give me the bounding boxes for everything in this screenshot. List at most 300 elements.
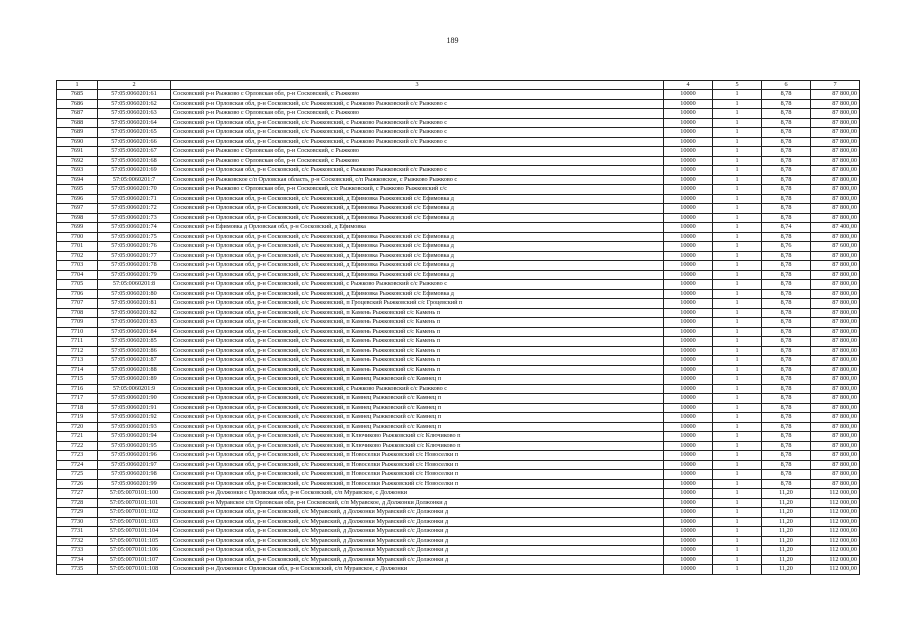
- cell-value: 87 800,00: [811, 441, 860, 451]
- cell-value: 87 800,00: [811, 403, 860, 413]
- cell-cadastral-number: 57:05:0060201:61: [98, 90, 171, 100]
- cell-rate: 11,20: [762, 508, 811, 518]
- cell-area: 10000: [664, 166, 713, 176]
- cell-row-number: 7725: [57, 470, 98, 480]
- cell-count: 1: [713, 337, 762, 347]
- cell-cadastral-number: 57:05:0060201:64: [98, 118, 171, 128]
- cell-rate: 8,78: [762, 194, 811, 204]
- table-row: [57, 375, 860, 385]
- cell-count: 1: [713, 565, 762, 575]
- cell-address: Сосковский р-н Ефимовка д Орловская обл, р-н Сосковский, д Ефимовка: [171, 223, 664, 233]
- cell-area: 10000: [664, 508, 713, 518]
- table-row: [57, 403, 860, 413]
- cell-value: 112 000,00: [811, 546, 860, 556]
- cell-count: 1: [713, 536, 762, 546]
- cell-address: Сосковский р-н Орловская обл, р-н Сосковский, с/с Рыжковский, п Новоселки Рыжковский с/с Новоселки п: [171, 451, 664, 461]
- cell-rate: 8,78: [762, 299, 811, 309]
- cell-row-number: 7719: [57, 413, 98, 423]
- cell-count: 1: [713, 489, 762, 499]
- cell-value: 87 400,00: [811, 223, 860, 233]
- cell-address: Сосковский р-н Рыжково с Орловская обл, р-н Сосковский, с Рыжково: [171, 147, 664, 157]
- cell-cadastral-number: 57:05:0060201:81: [98, 299, 171, 309]
- cell-rate: 8,78: [762, 251, 811, 261]
- cell-area: 10000: [664, 403, 713, 413]
- cell-row-number: 7732: [57, 536, 98, 546]
- cell-count: 1: [713, 432, 762, 442]
- cell-rate: 8,78: [762, 394, 811, 404]
- cell-address: Сосковский р-н Орловская обл, р-н Сосковский, с/с Рыжковский, п Камнец Рыжковский с/с Камнец п: [171, 413, 664, 423]
- cell-count: 1: [713, 508, 762, 518]
- cell-rate: 8,78: [762, 270, 811, 280]
- cell-value: 87 800,00: [811, 413, 860, 423]
- table-row: [57, 327, 860, 337]
- cell-value: 87 800,00: [811, 479, 860, 489]
- cell-rate: 8,78: [762, 441, 811, 451]
- cell-cadastral-number: 57:05:0060201:68: [98, 156, 171, 166]
- cell-address: Сосковский р-н Орловская обл, р-н Сосковский, с/с Рыжковский, п Камнец Рыжковский с/с Камнец п: [171, 394, 664, 404]
- cell-value: 87 800,00: [811, 280, 860, 290]
- cell-cadastral-number: 57:05:0060201:93: [98, 422, 171, 432]
- cell-value: 87 800,00: [811, 270, 860, 280]
- cell-cadastral-number: 57:05:0060201:89: [98, 375, 171, 385]
- cell-address: Сосковский р-н Орловская обл, р-н Сосковский, с/с Рыжковский, п Новоселки Рыжковский с/с Новоселки п: [171, 470, 664, 480]
- table-row: [57, 242, 860, 252]
- cell-count: 1: [713, 479, 762, 489]
- cell-row-number: 7723: [57, 451, 98, 461]
- table-row: [57, 185, 860, 195]
- cell-address: Сосковский р-н Орловская обл, р-н Сосковский, с/с Рыжковский, с Рыжково Рыжковский с/с Рыжково с: [171, 118, 664, 128]
- cell-rate: 8,78: [762, 479, 811, 489]
- cell-area: 10000: [664, 432, 713, 442]
- column-header: 2: [98, 81, 171, 90]
- cell-count: 1: [713, 147, 762, 157]
- cell-rate: 11,20: [762, 536, 811, 546]
- table-row: [57, 451, 860, 461]
- cell-row-number: 7729: [57, 508, 98, 518]
- table-row: [57, 517, 860, 527]
- cell-area: 10000: [664, 394, 713, 404]
- cell-cadastral-number: 57:05:0060201:65: [98, 128, 171, 138]
- cell-rate: 8,78: [762, 156, 811, 166]
- cell-rate: 8,78: [762, 175, 811, 185]
- cell-address: Сосковский р-н Орловская обл, р-н Сосковский, с/с Рыжковский, д Ефимовка Рыжковский с/с Ефимовка д: [171, 289, 664, 299]
- cell-row-number: 7700: [57, 232, 98, 242]
- cell-value: 87 800,00: [811, 460, 860, 470]
- cell-area: 10000: [664, 479, 713, 489]
- table-row: [57, 441, 860, 451]
- cell-rate: 11,20: [762, 527, 811, 537]
- cell-area: 10000: [664, 308, 713, 318]
- cell-cadastral-number: 57:05:0060201:72: [98, 204, 171, 214]
- cell-cadastral-number: 57:05:0060201:7: [98, 175, 171, 185]
- cell-row-number: 7724: [57, 460, 98, 470]
- cell-area: 10000: [664, 280, 713, 290]
- cell-count: 1: [713, 394, 762, 404]
- cell-row-number: 7727: [57, 489, 98, 499]
- cell-address: Сосковский р-н Орловская обл, р-н Сосковский, с/с Муравский, д Должонки Муравский с/с Должонки д: [171, 555, 664, 565]
- cell-count: 1: [713, 413, 762, 423]
- cell-value: 112 000,00: [811, 489, 860, 499]
- cell-area: 10000: [664, 185, 713, 195]
- cell-rate: 8,78: [762, 147, 811, 157]
- cell-address: Сосковский р-н Орловская обл, р-н Сосковский, с/с Рыжковский, п Камнец Рыжковский с/с Камнец п: [171, 375, 664, 385]
- cell-value: 87 800,00: [811, 318, 860, 328]
- cell-count: 1: [713, 498, 762, 508]
- cell-count: 1: [713, 242, 762, 252]
- cell-area: 10000: [664, 555, 713, 565]
- cell-address: Сосковский р-н Орловская обл, р-н Сосковский, с/с Рыжковский, п Новоселки Рыжковский с/с Новоселки п: [171, 460, 664, 470]
- column-header: 7: [811, 81, 860, 90]
- cell-rate: 8,78: [762, 204, 811, 214]
- cell-address: Сосковский р-н Орловская обл, р-н Сосковский, с/с Рыжковский, п Новоселки Рыжковский с/с Новоселки п: [171, 479, 664, 489]
- cell-value: 87 800,00: [811, 213, 860, 223]
- cell-count: 1: [713, 346, 762, 356]
- cell-area: 10000: [664, 346, 713, 356]
- table-row: [57, 99, 860, 109]
- cell-row-number: 7733: [57, 546, 98, 556]
- table-row: [57, 527, 860, 537]
- cell-rate: 11,20: [762, 555, 811, 565]
- cell-count: 1: [713, 422, 762, 432]
- cell-count: 1: [713, 308, 762, 318]
- cell-row-number: 7703: [57, 261, 98, 271]
- cell-value: 87 800,00: [811, 422, 860, 432]
- cell-cadastral-number: 57:05:0060201:97: [98, 460, 171, 470]
- cell-cadastral-number: 57:05:0060201:66: [98, 137, 171, 147]
- cell-value: 87 800,00: [811, 299, 860, 309]
- cell-value: 87 800,00: [811, 308, 860, 318]
- cell-cadastral-number: 57:05:0060201:63: [98, 109, 171, 119]
- cell-row-number: 7699: [57, 223, 98, 233]
- cell-count: 1: [713, 251, 762, 261]
- cell-row-number: 7698: [57, 213, 98, 223]
- cell-count: 1: [713, 109, 762, 119]
- cell-rate: 11,20: [762, 565, 811, 575]
- cell-rate: 8,78: [762, 403, 811, 413]
- cell-row-number: 7695: [57, 185, 98, 195]
- table-row: [57, 109, 860, 119]
- cell-count: 1: [713, 166, 762, 176]
- cell-address: Сосковский р-н Орловская обл, р-н Сосковский, с/с Рыжковский, п Камень Рыжковский с/с Камень п: [171, 365, 664, 375]
- cell-area: 10000: [664, 232, 713, 242]
- cell-row-number: 7730: [57, 517, 98, 527]
- cell-address: Сосковский р-н Орловская обл, р-н Сосковский, с/с Рыжковский, д Ефимовка Рыжковский с/с Ефимовка д: [171, 261, 664, 271]
- cell-row-number: 7713: [57, 356, 98, 366]
- cell-count: 1: [713, 175, 762, 185]
- cell-value: 87 800,00: [811, 470, 860, 480]
- cell-count: 1: [713, 356, 762, 366]
- cell-row-number: 7688: [57, 118, 98, 128]
- cell-address: Сосковский р-н Рыжково с Орловская обл, р-н Сосковский, с Рыжково: [171, 90, 664, 100]
- table-row: [57, 90, 860, 100]
- cell-count: 1: [713, 280, 762, 290]
- cell-cadastral-number: 57:05:0070101:107: [98, 555, 171, 565]
- cell-address: Сосковский р-н Орловская обл, р-н Сосковский, с/с Рыжковский, п Камнец Рыжковский с/с Камнец п: [171, 422, 664, 432]
- cell-count: 1: [713, 375, 762, 385]
- cell-cadastral-number: 57:05:0060201:62: [98, 99, 171, 109]
- cell-cadastral-number: 57:05:0060201:70: [98, 185, 171, 195]
- cell-area: 10000: [664, 517, 713, 527]
- cell-value: 87 800,00: [811, 346, 860, 356]
- cell-area: 10000: [664, 356, 713, 366]
- cell-cadastral-number: 57:05:0070101:106: [98, 546, 171, 556]
- cell-count: 1: [713, 546, 762, 556]
- cell-value: 87 800,00: [811, 109, 860, 119]
- cell-cadastral-number: 57:05:0060201:83: [98, 318, 171, 328]
- cell-rate: 8,78: [762, 337, 811, 347]
- cell-area: 10000: [664, 118, 713, 128]
- cell-address: Сосковский р-н Орловская обл, р-н Сосковский, с/с Рыжковский, д Ефимовка Рыжковский с/с Ефимовка д: [171, 242, 664, 252]
- cell-count: 1: [713, 460, 762, 470]
- cell-row-number: 7687: [57, 109, 98, 119]
- cell-address: Сосковский р-н Орловская обл, р-н Сосковский, с/с Рыжковский, с Рыжково Рыжковский с/с Рыжково с: [171, 128, 664, 138]
- cell-count: 1: [713, 555, 762, 565]
- cell-rate: 8,78: [762, 280, 811, 290]
- table-row: [57, 213, 860, 223]
- cell-value: 87 800,00: [811, 289, 860, 299]
- cell-rate: 8,78: [762, 185, 811, 195]
- cell-rate: 8,78: [762, 261, 811, 271]
- cell-rate: 8,78: [762, 137, 811, 147]
- cell-address: Сосковский р-н Орловская обл, р-н Сосковский, с/с Рыжковский, д Ефимовка Рыжковский с/с Ефимовка д: [171, 232, 664, 242]
- cell-area: 10000: [664, 261, 713, 271]
- cell-row-number: 7731: [57, 527, 98, 537]
- table-row: [57, 318, 860, 328]
- cell-address: Сосковский р-н Орловская обл, р-н Сосковский, с/с Рыжковский, д Ефимовка Рыжковский с/с Ефимовка д: [171, 194, 664, 204]
- cell-address: Сосковский р-н Муравское с/п Орловская обл, р-н Сосковский, с/п Муравское, д Должонки Должонки д: [171, 498, 664, 508]
- table-row: [57, 308, 860, 318]
- cell-rate: 8,78: [762, 232, 811, 242]
- cell-value: 87 800,00: [811, 375, 860, 385]
- table-row: [57, 204, 860, 214]
- cell-count: 1: [713, 156, 762, 166]
- cell-value: 87 800,00: [811, 261, 860, 271]
- table-row: [57, 394, 860, 404]
- cell-address: Сосковский р-н Орловская обл, р-н Сосковский, с/с Муравский, д Должонки Муравский с/с Должонки д: [171, 517, 664, 527]
- cell-area: 10000: [664, 384, 713, 394]
- cell-cadastral-number: 57:05:0060201:96: [98, 451, 171, 461]
- cell-area: 10000: [664, 470, 713, 480]
- cell-count: 1: [713, 194, 762, 204]
- cell-rate: 8,78: [762, 166, 811, 176]
- column-header: 3: [171, 81, 664, 90]
- cell-rate: 11,20: [762, 517, 811, 527]
- cell-address: Сосковский р-н Орловская обл, р-н Сосковский, с/с Рыжковский, с Рыжково Рыжковский с/с Рыжково с: [171, 137, 664, 147]
- cell-row-number: 7691: [57, 147, 98, 157]
- cell-value: 112 000,00: [811, 508, 860, 518]
- cell-count: 1: [713, 384, 762, 394]
- cell-rate: 8,78: [762, 318, 811, 328]
- column-header: 5: [713, 81, 762, 90]
- cell-value: 112 000,00: [811, 536, 860, 546]
- cell-area: 10000: [664, 223, 713, 233]
- cell-cadastral-number: 57:05:0070101:101: [98, 498, 171, 508]
- cell-rate: 8,78: [762, 470, 811, 480]
- cell-area: 10000: [664, 318, 713, 328]
- cell-count: 1: [713, 99, 762, 109]
- cell-cadastral-number: 57:05:0060201:79: [98, 270, 171, 280]
- cell-address: Сосковский р-н Орловская обл, р-н Сосковский, с/с Рыжковский, п Ключиково Рыжковский с/с Ключиково п: [171, 441, 664, 451]
- cell-count: 1: [713, 213, 762, 223]
- cell-count: 1: [713, 223, 762, 233]
- cell-rate: 8,78: [762, 346, 811, 356]
- cell-row-number: 7707: [57, 299, 98, 309]
- cell-cadastral-number: 57:05:0060201:98: [98, 470, 171, 480]
- cell-value: 87 800,00: [811, 137, 860, 147]
- cell-rate: 8,78: [762, 384, 811, 394]
- cell-count: 1: [713, 299, 762, 309]
- cell-count: 1: [713, 118, 762, 128]
- cell-value: 87 800,00: [811, 394, 860, 404]
- cell-address: Сосковский р-н Рыжково с Орловская обл, р-н Сосковский, с/с Рыжковский, с Рыжково Рыжковский с/с: [171, 185, 664, 195]
- cell-row-number: 7726: [57, 479, 98, 489]
- cell-rate: 8,78: [762, 451, 811, 461]
- cell-cadastral-number: 57:05:0070101:108: [98, 565, 171, 575]
- cell-cadastral-number: 57:05:0060201:77: [98, 251, 171, 261]
- cell-count: 1: [713, 451, 762, 461]
- cell-address: Сосковский р-н Орловская обл, р-н Сосковский, с/с Рыжковский, п Камень Рыжковский с/с Камень п: [171, 346, 664, 356]
- cell-cadastral-number: 57:05:0070101:104: [98, 527, 171, 537]
- cell-rate: 11,20: [762, 498, 811, 508]
- cell-cadastral-number: 57:05:0060201:87: [98, 356, 171, 366]
- table-row: [57, 489, 860, 499]
- table-row: [57, 536, 860, 546]
- table-row: [57, 251, 860, 261]
- cell-row-number: 7696: [57, 194, 98, 204]
- cell-address: Сосковский р-н Орловская обл, р-н Сосковский, с/с Рыжковский, п Ключиково Рыжковский с/с Ключиково п: [171, 432, 664, 442]
- cell-cadastral-number: 57:05:0060201:69: [98, 166, 171, 176]
- table-row: [57, 432, 860, 442]
- cell-value: 87 800,00: [811, 451, 860, 461]
- cell-row-number: 7708: [57, 308, 98, 318]
- column-header: 4: [664, 81, 713, 90]
- cell-area: 10000: [664, 441, 713, 451]
- cell-cadastral-number: 57:05:0060201:92: [98, 413, 171, 423]
- cell-area: 10000: [664, 327, 713, 337]
- cell-value: 112 000,00: [811, 517, 860, 527]
- table-row: [57, 346, 860, 356]
- cell-cadastral-number: 57:05:0060201:86: [98, 346, 171, 356]
- cell-address: Сосковский р-н Должонки с Орловская обл, р-н Сосковский, с/п Муравское, с Должонки: [171, 489, 664, 499]
- cell-count: 1: [713, 232, 762, 242]
- cell-row-number: 7717: [57, 394, 98, 404]
- cell-count: 1: [713, 185, 762, 195]
- cell-address: Сосковский р-н Орловская обл, р-н Сосковский, с/с Рыжковский, п Камень Рыжковский с/с Камень п: [171, 308, 664, 318]
- cell-area: 10000: [664, 365, 713, 375]
- cell-address: Сосковский р-н Рыжково с Орловская обл, р-н Сосковский, с Рыжково: [171, 156, 664, 166]
- table-row: [57, 565, 860, 575]
- cell-value: 87 800,00: [811, 128, 860, 138]
- cell-rate: 8,78: [762, 327, 811, 337]
- cell-value: 87 800,00: [811, 384, 860, 394]
- cell-area: 10000: [664, 242, 713, 252]
- cell-row-number: 7735: [57, 565, 98, 575]
- cell-address: Сосковский р-н Орловская обл, р-н Сосковский, с/с Рыжковский, с Рыжково Рыжковский с/с Рыжково с: [171, 280, 664, 290]
- cell-value: 87 800,00: [811, 194, 860, 204]
- cell-area: 10000: [664, 90, 713, 100]
- column-header: 6: [762, 81, 811, 90]
- table-row: [57, 384, 860, 394]
- cell-value: 87 800,00: [811, 166, 860, 176]
- cell-row-number: 7694: [57, 175, 98, 185]
- table-row: [57, 546, 860, 556]
- table-row: [57, 137, 860, 147]
- cell-value: 87 800,00: [811, 185, 860, 195]
- cell-cadastral-number: 57:05:0070101:105: [98, 536, 171, 546]
- cell-cadastral-number: 57:05:0070101:102: [98, 508, 171, 518]
- cell-area: 10000: [664, 204, 713, 214]
- cell-area: 10000: [664, 489, 713, 499]
- cell-count: 1: [713, 270, 762, 280]
- table-row: [57, 261, 860, 271]
- cell-area: 10000: [664, 546, 713, 556]
- cell-address: Сосковский р-н Орловская обл, р-н Сосковский, с/с Рыжковский, п Камень Рыжковский с/с Камень п: [171, 356, 664, 366]
- cell-cadastral-number: 57:05:0060201:84: [98, 327, 171, 337]
- cell-cadastral-number: 57:05:0060201:85: [98, 337, 171, 347]
- table-row: [57, 156, 860, 166]
- cell-address: Сосковский р-н Орловская обл, р-н Сосковский, с/с Рыжковский, с Рыжково Рыжковский с/с Рыжково с: [171, 99, 664, 109]
- cell-rate: 8,78: [762, 289, 811, 299]
- cell-value: 112 000,00: [811, 527, 860, 537]
- table-row: [57, 280, 860, 290]
- table-row: [57, 337, 860, 347]
- cell-count: 1: [713, 527, 762, 537]
- cell-area: 10000: [664, 137, 713, 147]
- cell-cadastral-number: 57:05:0060201:75: [98, 232, 171, 242]
- cell-value: 87 800,00: [811, 337, 860, 347]
- cell-cadastral-number: 57:05:0060201:91: [98, 403, 171, 413]
- cell-cadastral-number: 57:05:0060201:74: [98, 223, 171, 233]
- cell-row-number: 7734: [57, 555, 98, 565]
- cell-area: 10000: [664, 175, 713, 185]
- cell-area: 10000: [664, 299, 713, 309]
- cell-address: Сосковский р-н Должонки с Орловская обл, р-н Сосковский, с/п Муравское, с Должонки: [171, 565, 664, 575]
- cell-cadastral-number: 57:05:0060201:78: [98, 261, 171, 271]
- cell-area: 10000: [664, 413, 713, 423]
- cell-count: 1: [713, 517, 762, 527]
- cell-address: Сосковский р-н Орловская обл, р-н Сосковский, с/с Рыжковский, п Гроцевский Рыжковский с/с Гроцевский п: [171, 299, 664, 309]
- cell-row-number: 7697: [57, 204, 98, 214]
- table-row: [57, 555, 860, 565]
- cell-row-number: 7685: [57, 90, 98, 100]
- cell-rate: 8,78: [762, 308, 811, 318]
- cell-area: 10000: [664, 460, 713, 470]
- cell-row-number: 7705: [57, 280, 98, 290]
- table-row: [57, 413, 860, 423]
- cell-rate: 8,78: [762, 118, 811, 128]
- table-row: [57, 470, 860, 480]
- cell-area: 10000: [664, 451, 713, 461]
- cell-address: Сосковский р-н Рыжково с Орловская обл, р-н Сосковский, с Рыжково: [171, 109, 664, 119]
- cell-cadastral-number: 57:05:0060201:76: [98, 242, 171, 252]
- cell-address: Сосковский р-н Рыжковское с/п Орловская область, р-н Сосковский, с/п Рыжковское, с Рыжково Рыжково с: [171, 175, 664, 185]
- cell-area: 10000: [664, 337, 713, 347]
- cell-value: 87 800,00: [811, 118, 860, 128]
- cell-count: 1: [713, 128, 762, 138]
- cell-value: 87 800,00: [811, 147, 860, 157]
- cell-count: 1: [713, 289, 762, 299]
- cell-row-number: 7693: [57, 166, 98, 176]
- cell-rate: 8,78: [762, 432, 811, 442]
- cell-count: 1: [713, 441, 762, 451]
- cell-cadastral-number: 57:05:0060201:94: [98, 432, 171, 442]
- cell-row-number: 7728: [57, 498, 98, 508]
- table-row: [57, 175, 860, 185]
- cell-value: 112 000,00: [811, 555, 860, 565]
- cell-value: 87 800,00: [811, 327, 860, 337]
- cell-cadastral-number: 57:05:0060201:90: [98, 394, 171, 404]
- cell-area: 10000: [664, 109, 713, 119]
